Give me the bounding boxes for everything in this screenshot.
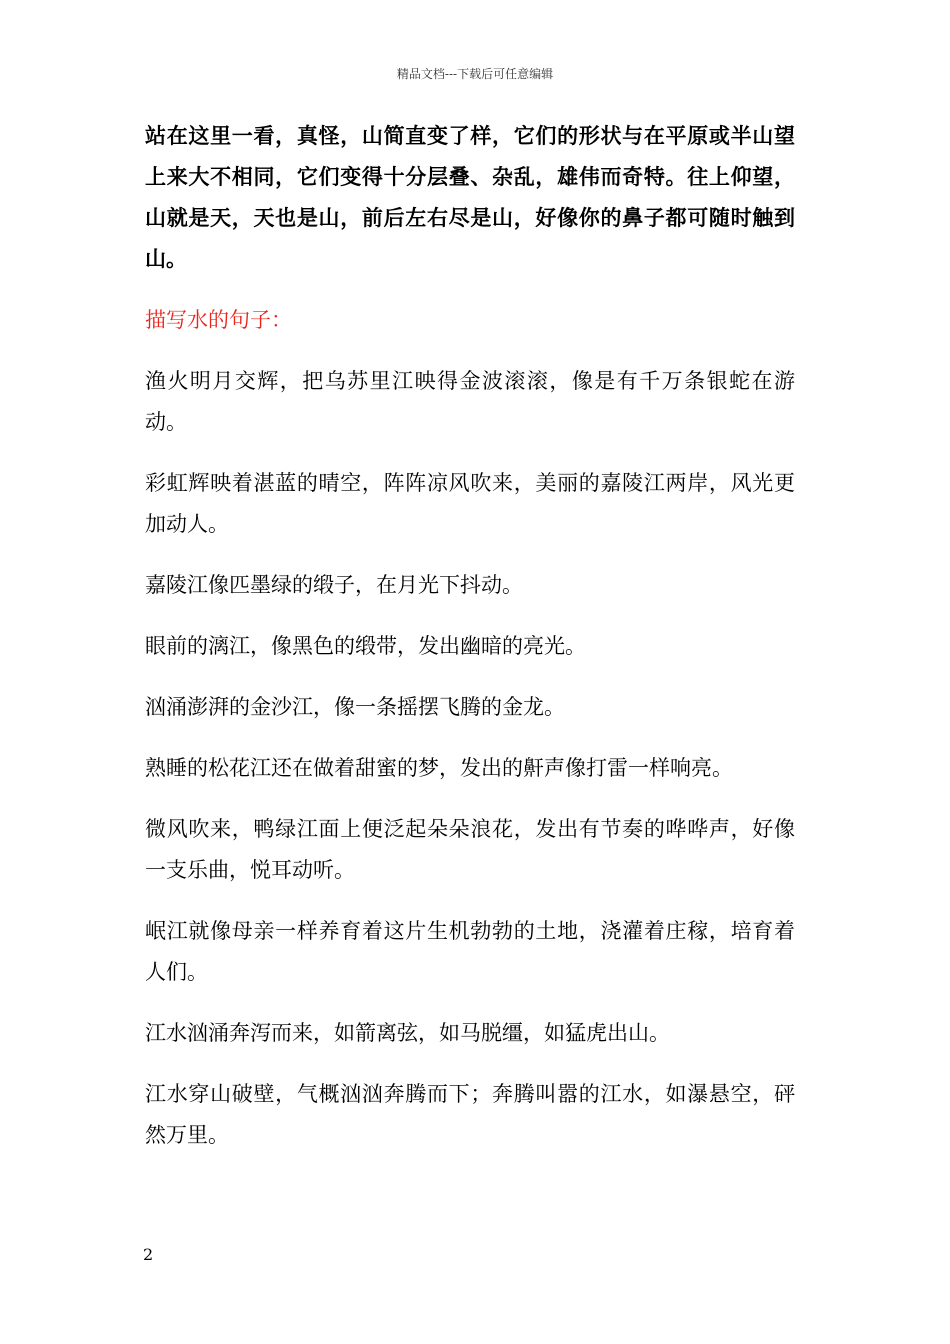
page-number: 2	[143, 1245, 154, 1264]
sentence-paragraph: 岷江就像母亲一样养育着这片生机勃勃的土地，浇灌着庄稼，培育着人们。	[145, 919, 795, 984]
section-heading: 描写水的句子：	[145, 308, 292, 332]
sentence-paragraph: 熟睡的松花江还在做着甜蜜的梦，发出的鼾声像打雷一样响亮。	[145, 756, 733, 780]
sentence-paragraph: 微风吹来，鸭绿江面上便泛起朵朵浪花，发出有节奏的哗哗声，好像一支乐曲，悦耳动听。	[145, 817, 795, 882]
sentence-paragraph: 渔火明月交辉，把乌苏里江映得金波滚滚，像是有千万条银蛇在游动。	[145, 369, 795, 434]
intro-paragraph: 站在这里一看，真怪，山简直变了样，它们的形状与在平原或半山望上来大不相同，它们变得十分层叠、杂乱，雄伟而奇特。往上仰望，山就是天，天也是山，前后左右尽是山，好像你的鼻子都可随时触到山。	[145, 124, 795, 271]
sentence-paragraph: 汹涌澎湃的金沙江，像一条摇摆飞腾的金龙。	[145, 695, 565, 719]
sentence-paragraph: 嘉陵江像匹墨绿的缎子，在月光下抖动。	[145, 573, 523, 597]
sentence-paragraph: 江水汹涌奔泻而来，如箭离弦，如马脱缰，如猛虎出山。	[145, 1021, 670, 1045]
document-body	[145, 116, 795, 1176]
sentence-paragraph: 江水穿山破壁，气概汹汹奔腾而下；奔腾叫嚣的江水，如瀑悬空，砰然万里。	[145, 1082, 795, 1147]
page-header: 精品文档---下载后可任意编辑	[396, 67, 554, 81]
sentence-paragraph: 眼前的漓江，像黑色的缎带，发出幽暗的亮光。	[145, 634, 586, 658]
sentence-paragraph: 彩虹辉映着湛蓝的晴空，阵阵凉风吹来，美丽的嘉陵江两岸，风光更加动人。	[145, 471, 795, 536]
